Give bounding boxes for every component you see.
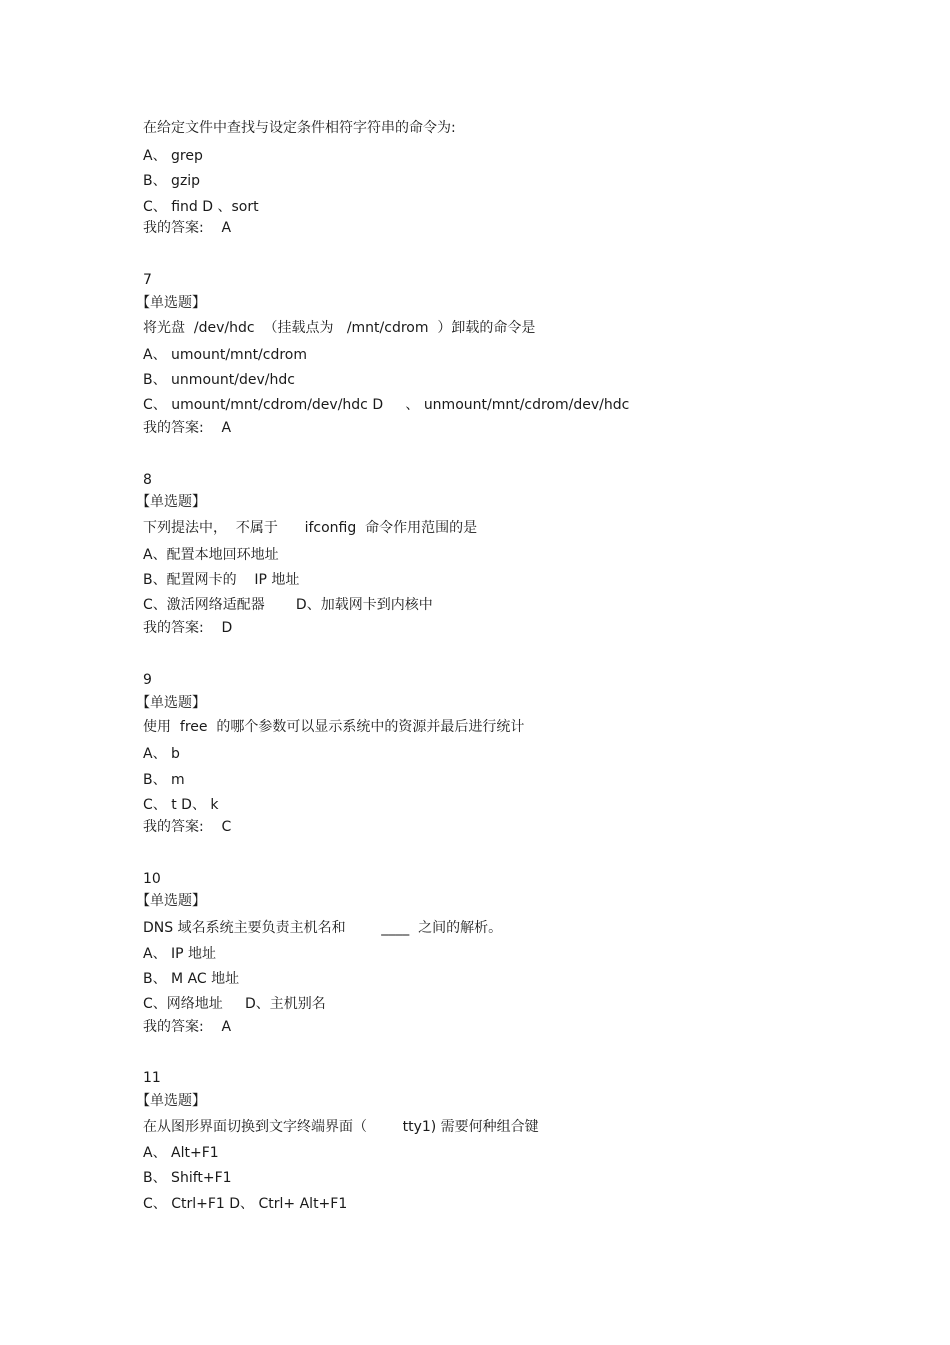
option-c-d: C、 t D、 k [143,797,219,813]
question-stem: DNS 域名系统主要负责主机名和 ____ 之间的解析。 [143,920,503,936]
my-answer: 我的答案: A [143,220,232,236]
option-c-d: C、 find D 、sort [143,199,259,215]
option-b: B、 M AC 地址 [143,971,240,987]
option-c-d: C、 Ctrl+F1 D、 Ctrl+ Alt+F1 [143,1196,348,1212]
question-stem: 使用 free 的哪个参数可以显示系统中的资源并最后进行统计 [143,719,525,735]
question-stem: 在从图形界面切换到文字终端界面（ tty1) 需要何种组合键 [143,1119,539,1135]
question-type: 【单选题】 [136,893,206,909]
option-c-d: C、 umount/mnt/cdrom/dev/hdc D 、 unmount/mnt/cdrom/dev/hdc [143,397,630,413]
question-number: 10 [143,871,161,887]
question-type: 【单选题】 [136,1093,206,1109]
question-number: 9 [143,672,152,688]
question-stem: 将光盘 /dev/hdc （挂载点为 /mnt/cdrom ）卸载的命令是 [143,320,536,336]
option-c-d: C、激活网络适配器 D、加载网卡到内核中 [143,597,433,613]
question-number: 11 [143,1070,161,1086]
option-a: A、 grep [143,148,203,164]
my-answer: 我的答案: A [143,420,232,436]
option-a: A、配置本地回环地址 [143,547,279,563]
option-a: A、 umount/mnt/cdrom [143,347,308,363]
question-number: 7 [143,272,152,288]
my-answer: 我的答案: C [143,819,232,835]
option-b: B、 Shift+F1 [143,1170,232,1186]
question-stem: 在给定文件中查找与设定条件相符字符串的命令为: [143,120,456,136]
question-type: 【单选题】 [136,494,206,510]
question-type: 【单选题】 [136,695,206,711]
option-a: A、 b [143,746,180,762]
option-b: B、 m [143,772,185,788]
option-b: B、 gzip [143,173,201,189]
option-b: B、 unmount/dev/hdc [143,372,295,388]
my-answer: 我的答案: D [143,620,233,636]
option-a: A、 Alt+F1 [143,1145,219,1161]
option-a: A、 IP 地址 [143,946,217,962]
question-number: 8 [143,472,152,488]
option-c-d: C、网络地址 D、主机别名 [143,996,326,1012]
option-b: B、配置网卡的 IP 地址 [143,572,300,588]
my-answer: 我的答案: A [143,1019,232,1035]
question-stem: 下列提法中， 不属于 ifconfig 命令作用范围的是 [143,520,478,536]
question-type: 【单选题】 [136,295,206,311]
